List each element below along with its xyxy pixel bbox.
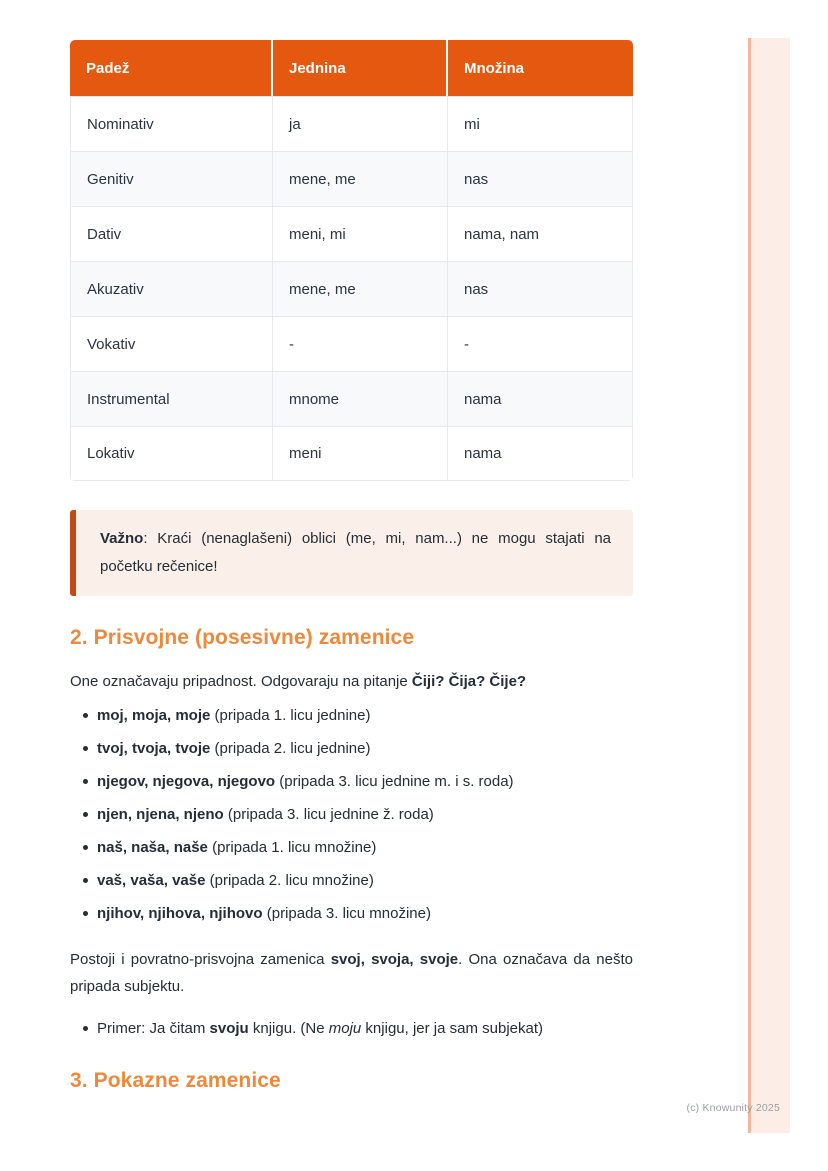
example-text-mid: knjigu. (Ne: [248, 1020, 329, 1037]
intro-bold-questions: Čiji? Čija? Čije?: [411, 672, 527, 690]
copyright-credit: (c) Knowunity 2025: [686, 1102, 780, 1114]
plural-cell: nama, nam: [448, 206, 633, 261]
callout-text: : Kraći (nenaglašeni) oblici (me, mi, nam...) ne mogu stajati na početku rečenice!: [100, 530, 611, 575]
singular-cell: meni: [273, 426, 448, 481]
plural-cell: nas: [448, 151, 633, 206]
column-header-singular: Jednina: [273, 40, 448, 96]
bullet-rest-text: (pripada 2. licu jednine): [210, 739, 371, 757]
bullet-rest-text: (pripada 1. licu množine): [207, 838, 377, 856]
column-header-plural: Množina: [448, 40, 633, 96]
list-item: [97, 772, 633, 792]
singular-cell: ja: [273, 96, 448, 151]
intro-text: One označavaju pripadnost. Odgovaraju na pitanje: [70, 672, 412, 690]
case-cell: Genitiv: [70, 151, 273, 206]
table-row: [70, 316, 633, 371]
case-cell: Instrumental: [70, 371, 273, 426]
plural-cell: nama: [448, 426, 633, 481]
example-list: [70, 1019, 633, 1039]
singular-cell: mene, me: [273, 151, 448, 206]
table-row: [70, 206, 633, 261]
section-2-heading: 2. Prisvojne (posesivne) zamenice: [70, 625, 415, 649]
list-item: [97, 871, 633, 891]
case-cell: Vokativ: [70, 316, 273, 371]
important-note-callout: [70, 510, 633, 596]
possessive-list: [70, 706, 633, 924]
document-content: [70, 40, 633, 1093]
bullet-rest-text: (pripada 1. licu jednine): [210, 706, 371, 724]
case-cell: Akuzativ: [70, 261, 273, 316]
example-italic: moju: [328, 1020, 362, 1037]
bullet-rest-text: (pripada 3. licu množine): [262, 904, 431, 922]
table-row: [70, 151, 633, 206]
table-row: [70, 96, 633, 151]
page-edge-stripe: [748, 38, 790, 1133]
bullet-rest-text: (pripada 3. licu jednine ž. roda): [223, 805, 434, 823]
plural-cell: nama: [448, 371, 633, 426]
example-text-end: knjigu, jer ja sam subjekat): [361, 1020, 544, 1037]
column-header-case: Padež: [70, 40, 273, 96]
callout-label: Važno: [100, 530, 144, 547]
pronoun-table-body: [70, 96, 633, 481]
section-2-intro: [70, 673, 633, 690]
list-item: [97, 805, 633, 825]
case-cell: Nominativ: [70, 96, 273, 151]
pronoun-case-table: [70, 40, 633, 481]
reflexive-paragraph: [70, 946, 633, 1002]
section-3-heading: 3. Pokazne zamenice: [70, 1069, 281, 1092]
list-item: [97, 706, 633, 726]
table-row: [70, 426, 633, 481]
example-bold: svoju: [209, 1020, 249, 1037]
example-item: [97, 1019, 633, 1039]
list-item: [97, 838, 633, 858]
plural-cell: nas: [448, 261, 633, 316]
bullet-bold-text: naš, naša, naše: [97, 838, 208, 856]
table-row: [70, 261, 633, 316]
list-item: [97, 739, 633, 759]
bullet-bold-text: vaš, vaša, vaše: [97, 871, 206, 889]
plural-cell: mi: [448, 96, 633, 151]
singular-cell: mnome: [273, 371, 448, 426]
table-header-row: [70, 40, 633, 96]
bullet-rest-text: (pripada 3. licu jednine m. i s. roda): [275, 772, 514, 790]
paragraph-text-end: . Ona označava da nešto pripada subjektu.: [70, 950, 633, 996]
case-cell: Dativ: [70, 206, 273, 261]
bullet-bold-text: njen, njena, njeno: [97, 805, 224, 823]
bullet-bold-text: njihov, njihova, njihovo: [97, 904, 263, 922]
paragraph-text: Postoji i povratno-prisvojna zamenica: [70, 950, 331, 968]
singular-cell: meni, mi: [273, 206, 448, 261]
bullet-bold-text: moj, moja, moje: [97, 706, 211, 724]
singular-cell: mene, me: [273, 261, 448, 316]
bullet-rest-text: (pripada 2. licu množine): [205, 871, 374, 889]
singular-cell: -: [273, 316, 448, 371]
plural-cell: -: [448, 316, 633, 371]
example-text: Primer: Ja čitam: [97, 1020, 210, 1037]
case-cell: Lokativ: [70, 426, 273, 481]
list-item: [97, 904, 633, 924]
bullet-bold-text: tvoj, tvoja, tvoje: [97, 739, 211, 757]
bullet-bold-text: njegov, njegova, njegovo: [97, 772, 276, 790]
table-row: [70, 371, 633, 426]
paragraph-bold: svoj, svoja, svoje: [330, 950, 459, 968]
